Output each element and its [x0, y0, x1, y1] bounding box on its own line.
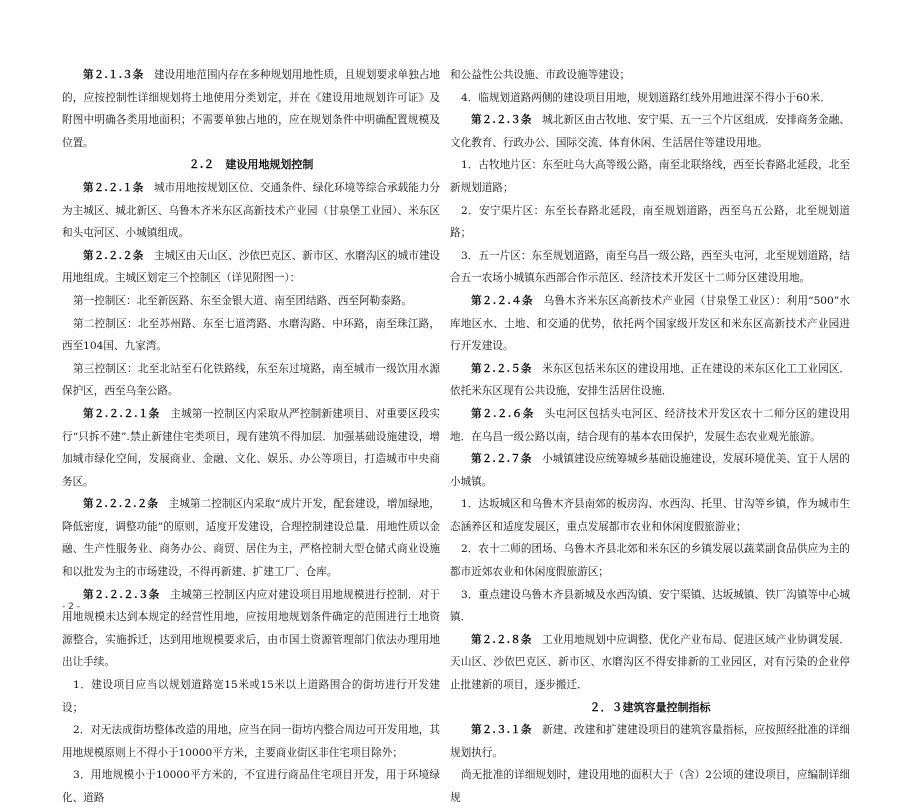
right-column — [450, 64, 850, 810]
article-paragraph — [450, 109, 850, 154]
paragraph-text: 1．古牧地片区：东至吐乌大高等级公路，南至北联络线，西至长春路北延段，北至新规划道路； — [450, 159, 850, 194]
article-paragraph — [62, 584, 440, 674]
paragraph-text: 第一控制区：北至新医路、东至金银大道、南至团结路、西至阿勒泰路。 — [73, 294, 412, 307]
article-paragraph — [450, 290, 850, 358]
paragraph — [450, 538, 850, 583]
paragraph-text: 小城镇建设应统筹城乡基础设施建设，发展环境优美、宜于人居的小城镇。 — [450, 453, 851, 488]
paragraph-text: 1．建设项目应当以规划道路宽15米或15米以上道路围合的街坊进行开发建设； — [62, 679, 440, 714]
article-number: 第２.２.１条 — [83, 181, 144, 194]
article-paragraph — [62, 245, 440, 290]
article-paragraph — [450, 448, 850, 493]
section-heading: ２.２ 建设用地规划控制 — [188, 158, 314, 172]
paragraph-text: 2．农十二师的团场、乌鲁木齐县北郊和米东区的乡镇发展以蔬菜副食品供应为主的都市近郊农业和休闲度假旅游区； — [450, 543, 850, 579]
article-number: 第２.２.２.３条 — [83, 588, 160, 601]
paragraph-text: 4．临规划道路两侧的建设项目用地，规划道路红线外用地进深不得小于60米． — [461, 91, 831, 104]
paragraph — [450, 584, 850, 629]
paragraph-text: 第三控制区：北至北站至石化铁路线，东至东过境路，南至城市一级饮用水源保护区，西至乌奎公路。 — [62, 362, 440, 398]
section-heading: ２．３建筑容量控制指标 — [589, 700, 711, 714]
paragraph — [450, 764, 850, 809]
paragraph-text: 主城第一控制区内采取从严控制新建项目、对重要区段实行“只拆不建”.禁止新建住宅类项目，现有建筑不得加层．加强基础设施建设，增加城市绿化空间，发展商业、金融、文化、娱乐、办公等项目，打造城市中央商务区。 — [62, 407, 441, 488]
article-paragraph — [450, 719, 850, 764]
paragraph-text: 3．五一片区：东至规划道路，南至乌昌一级公路，西至头屯河，北至规划道路，结合五一农场小城镇东西部合作示范区、经济技术开发区十二师分区建设用地。 — [450, 249, 850, 285]
article-number: 第２.３.１条 — [471, 724, 532, 737]
paragraph-text: 和公益性公共设施、市政设施等建设； — [450, 69, 631, 81]
article-number: 第２.２.７条 — [471, 453, 532, 466]
paragraph-text: 头屯河区包括头屯河区、经济技术开发区农十二师分区的建设用地．在乌昌一级公路以南，结合现有的基本农田保护，发展生态农业观光旅游。 — [450, 407, 850, 443]
paragraph — [62, 358, 440, 403]
paragraph-text: 建设用地范围内存在多种规划用地性质，且规划要求单独占地的，应按控制性详细规划将土地使用分类划定，并在《建设用地规划许可证》及附图中明确各类用地面积；不需要单独占地的，应在规划条件中明确配置规模及位置。 — [62, 69, 441, 149]
article-number: 第２.２.３条 — [471, 114, 532, 127]
article-paragraph — [450, 403, 850, 448]
paragraph-text: 2．安宁渠片区：东至长春路北延段，南至规划道路，西至乌五公路，北至规划道路； — [450, 204, 850, 240]
paragraph — [62, 719, 440, 764]
article-number: 第２.２.４条 — [471, 294, 533, 307]
paragraph — [450, 200, 850, 245]
paragraph — [62, 674, 440, 719]
article-paragraph — [62, 403, 440, 493]
paragraph — [450, 154, 850, 199]
paragraph — [62, 764, 440, 809]
paragraph-text: 新建、改建和扩建建设项目的建筑容量指标，应按照经批准的详细规划执行。 — [450, 724, 851, 759]
article-number: 第２.２.２.２条 — [83, 498, 159, 511]
article-paragraph — [62, 177, 440, 245]
paragraph — [450, 87, 850, 110]
paragraph-text: 主城第三控制区内应对建设项目用地规模进行控制．对于用地规模未达到本规定的经营性用地，应按用地规划条件确定的范围进行土地资源整合，实施拆迁，达到用地规模要求后，由市国土资源管理部门依法办理用地出让手续。 — [62, 588, 441, 669]
paragraph-text: 2．对无法成街坊整体改造的用地，应当在同一街坊内整合周边可开发用地，其用地规模原则上不得小于10000平方米，主要商业街区非住宅项目除外； — [62, 724, 440, 759]
article-number: 第２.２.２.１条 — [83, 407, 160, 420]
article-number: 第２.１.３条 — [83, 69, 144, 81]
article-number: 第２.２.６条 — [471, 407, 534, 420]
paragraph-text: 工业用地规划中应调整、优化产业布局、促进区域产业协调发展．天山区、沙依巴克区、新市区、水磨沟区不得安排新的工业园区，对有污染的企业停止批建新的项目，逐步搬迁． — [450, 633, 851, 692]
article-paragraph — [450, 358, 850, 403]
left-column — [62, 64, 440, 810]
article-number: 第２.２.８条 — [471, 633, 532, 646]
article-paragraph — [62, 64, 440, 154]
paragraph-text: 主城区由天山区、沙依巴克区、新市区、水磨沟区的城市建设用地组成。主城区划定三个控制区（详见附图一）： — [62, 249, 441, 285]
page-number: - 2 - — [62, 602, 80, 612]
paragraph-text: 尚无批准的详细规划时，建设用地的面积大于（含）2公顷的建设项目，应编制详细规 — [450, 769, 850, 804]
article-number: 第２.２.５条 — [471, 362, 532, 375]
paragraph — [450, 245, 850, 290]
paragraph-text: 米东区包括米东区的建设用地、正在建设的米东区化工工业园区．依托米东区现有公共设施，安排生活居住设施． — [450, 362, 851, 398]
paragraph-text: 城市用地按规划区位、交通条件、绿化环境等综合承载能力分为主城区、城北新区、乌鲁木齐米东区高新技术产业园（甘泉堡工业园）、米东区和头屯河区、小城镇组成。 — [62, 181, 441, 240]
paragraph — [450, 493, 850, 538]
paragraph — [62, 290, 440, 313]
paragraph — [62, 313, 440, 358]
paragraph-text: 3．重点建设乌鲁木齐县新城及水西沟镇、安宁渠镇、达坂城镇、铁厂沟镇等中心城镇． — [450, 588, 850, 624]
article-number: 第２.２.２条 — [83, 249, 144, 262]
paragraph-text: 主城第二控制区内采取“成片开发，配套建设，增加绿地，降低密度，调整功能”的原则，适度开发建设，合理控制建设总量．用地性质以金融、生产性服务业、商务办公、商贸、居住为主，严格控制大型仓储式商业设施和以批发为主的市场建设，不得再新建、扩建工厂、仓库。 — [62, 498, 440, 579]
paragraph — [450, 64, 850, 87]
article-paragraph — [450, 629, 850, 697]
paragraph-text: 第二控制区：北至苏州路、东至七道湾路、水磨沟路、中环路，南至珠江路，西至104国、九家湾。 — [62, 317, 440, 353]
paragraph-text: 1．达坂城区和乌鲁木齐县南郊的板房沟、水西沟、托里、甘沟等乡镇，作为城市生态涵养区和适度发展区，重点发展都市农业和休闲度假旅游业； — [450, 498, 850, 533]
article-paragraph — [62, 493, 440, 583]
paragraph-text: 乌鲁木齐米东区高新技术产业园（甘泉堡工业区）：利用“500”水库地区水、土地、和交通的优势，依托两个国家级开发区和米东区高新技术产业园进行开发建设。 — [450, 294, 850, 353]
paragraph-text: 3．用地规模小于10000平方米的，不宜进行商品住宅项目开发，用于环境绿化、道路 — [62, 769, 440, 804]
paragraph-text: 城北新区由古牧地、安宁渠、五一三个片区组成．安排商务金融、文化教育、行政办公、国际交流、体育休闲、生活居住等建设用地。 — [450, 114, 851, 149]
